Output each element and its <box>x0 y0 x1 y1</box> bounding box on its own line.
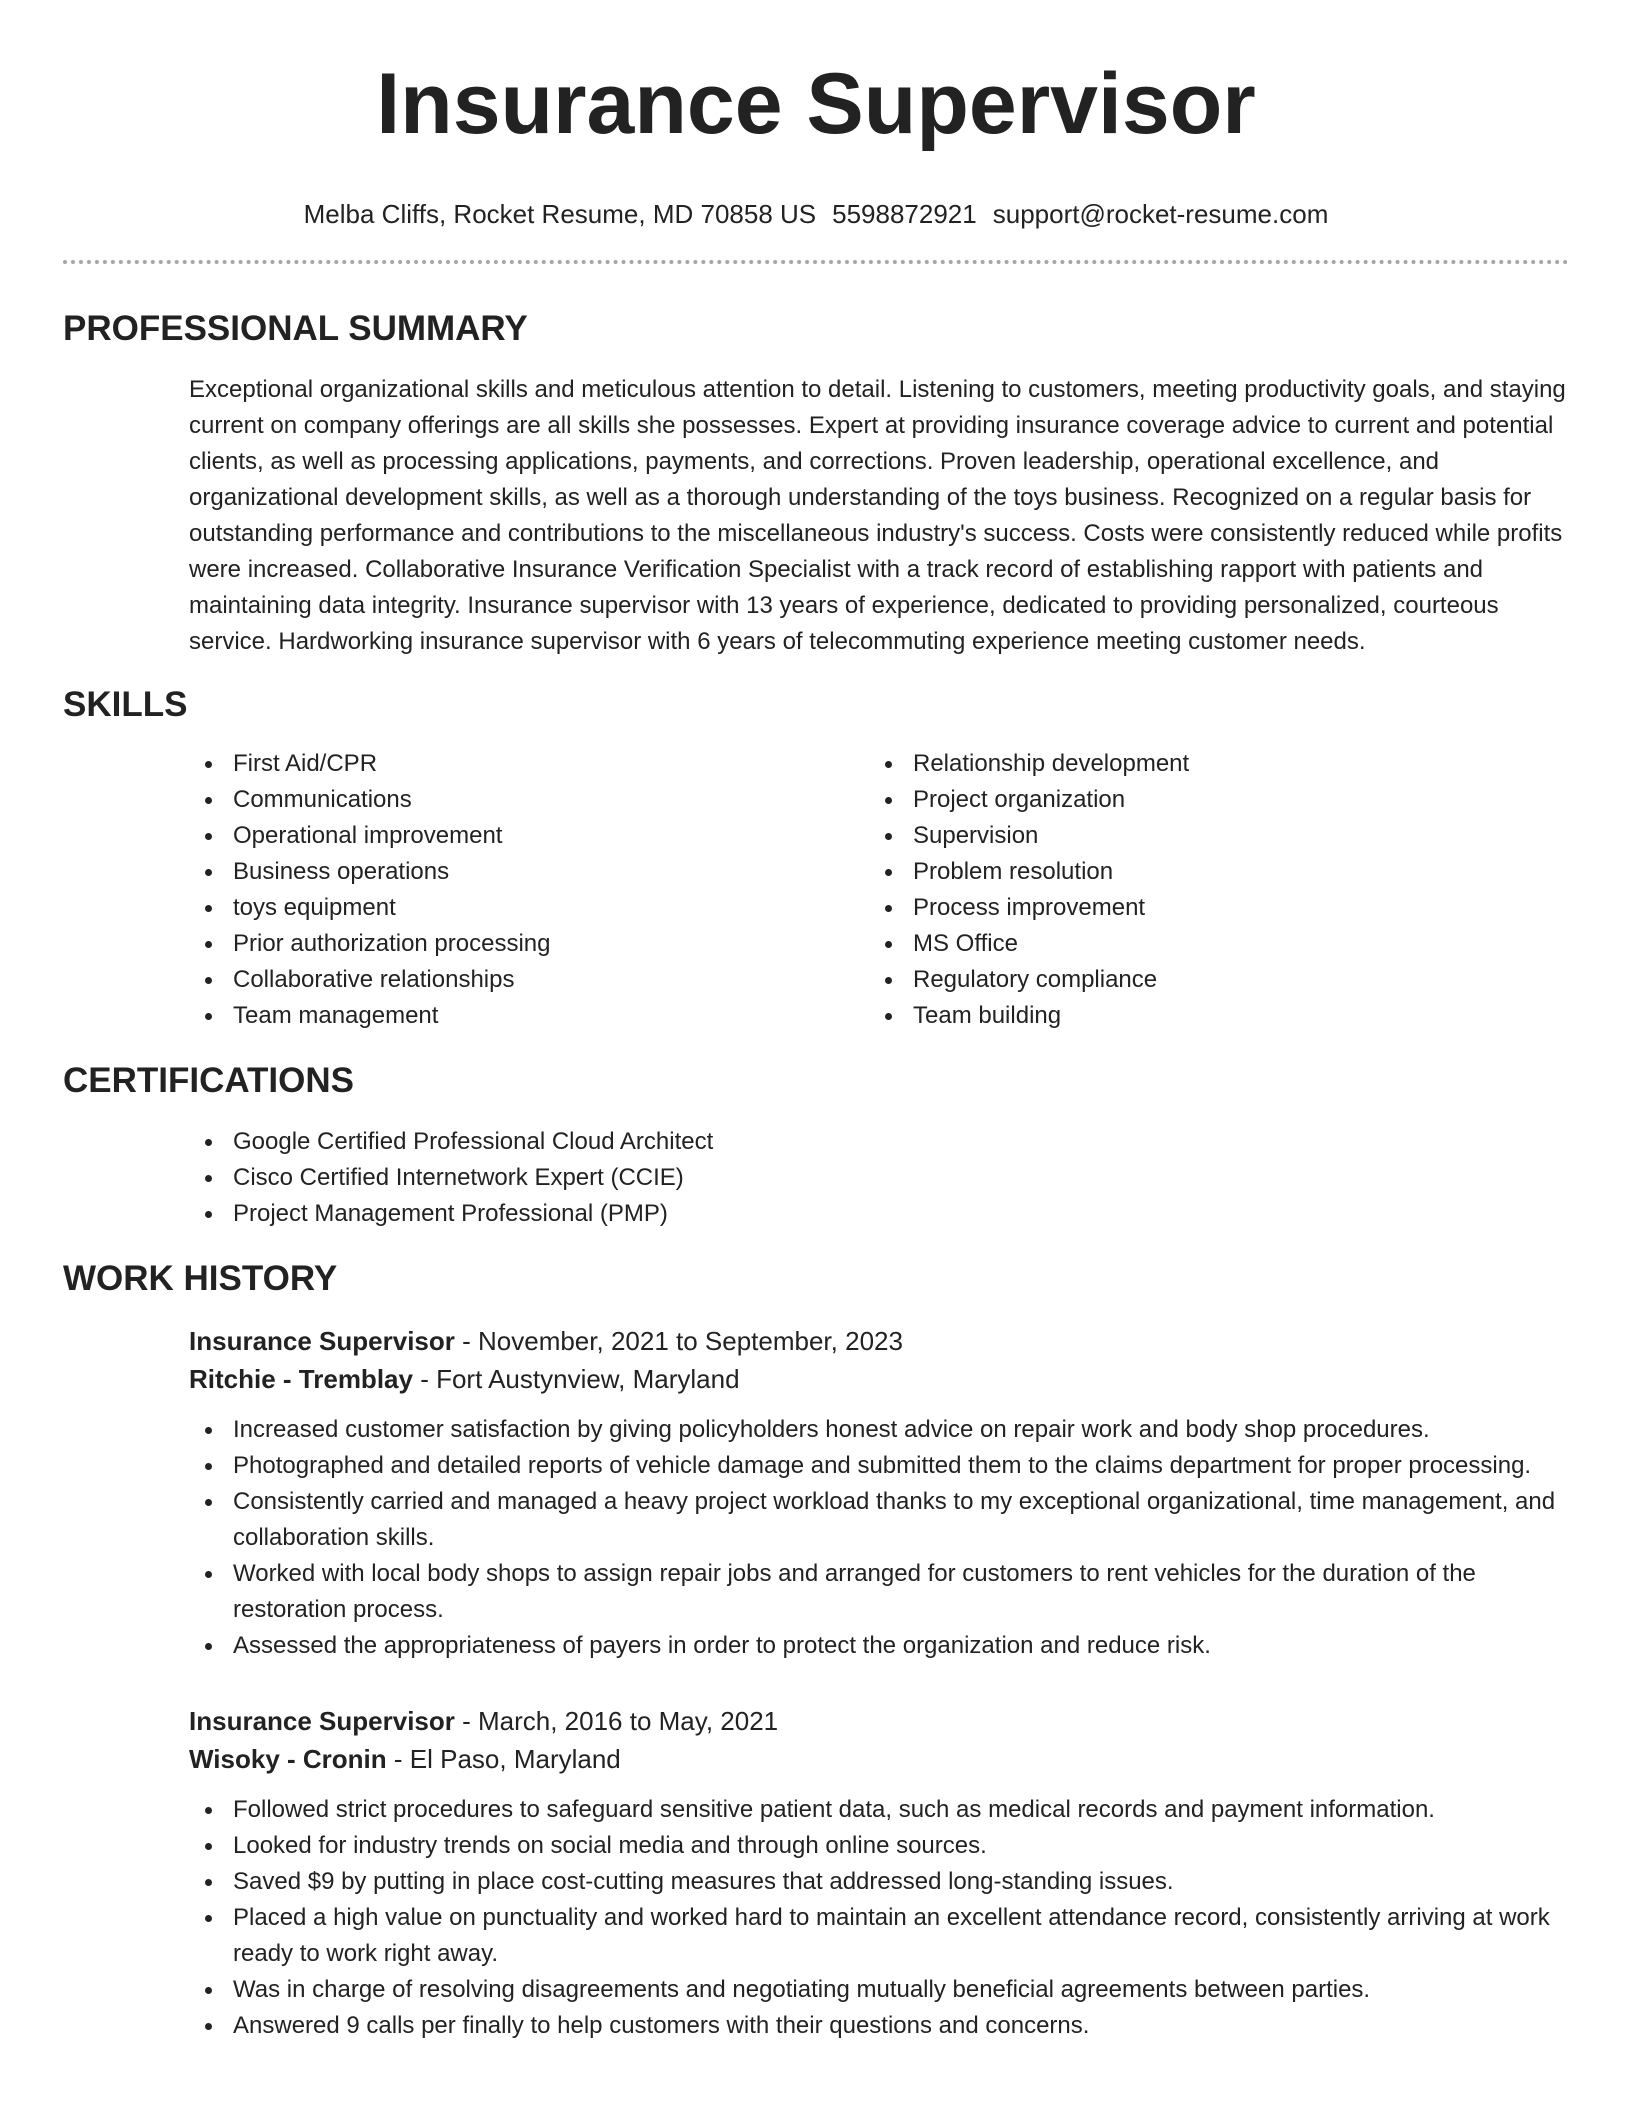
job-role: Insurance Supervisor <box>189 1706 455 1736</box>
job-company: Ritchie - Tremblay <box>189 1364 413 1394</box>
job-location: - El Paso, Maryland <box>386 1744 621 1774</box>
skill-item: MS Office <box>869 926 1549 962</box>
skill-item: Team management <box>189 998 869 1034</box>
certifications-heading: CERTIFICATIONS <box>63 1061 355 1100</box>
job-bullet: Followed strict procedures to safeguard sensitive patient data, such as medical records and payment information. <box>189 1792 1569 1828</box>
skill-item: Prior authorization processing <box>189 926 869 962</box>
summary-text: Exceptional organizational skills and meticulous attention to detail. Listening to customers, meeting productivity goals, and staying current on company offerings are all skills she possesses. Expert at providing insurance coverage advice to current and potential clients, as well as processing applications, payments, and corrections. Proven leadership, operational excellence, and organizational development skills, as well as a thorough understanding of the toys business. Recognized on a regular basis for outstanding performance and contributions to the miscellaneous industry's success. Costs were consistently reduced while profits were increased. Collaborative Insurance Verification Specialist with a track record of establishing rapport with patients and maintaining data integrity. Insurance supervisor with 13 years of experience, dedicated to providing personalized, courteous service. Hardworking insurance supervisor with 6 years of telecommuting experience meeting customer needs. <box>189 376 1566 655</box>
contact-phone: 5598872921 <box>832 199 977 229</box>
skill-item: Business operations <box>189 854 869 890</box>
skill-item: Problem resolution <box>869 854 1549 890</box>
job-role: Insurance Supervisor <box>189 1326 455 1356</box>
skill-item: Communications <box>189 782 869 818</box>
job-role-line <box>189 1702 1569 1740</box>
work-history-heading: WORK HISTORY <box>63 1259 338 1298</box>
job-bullet-list <box>189 1792 1569 2044</box>
contact-address: Melba Cliffs, Rocket Resume, MD 70858 US <box>303 199 817 229</box>
job-bullet: Worked with local body shops to assign repair jobs and arranged for customers to rent vehicles for the duration of the restoration process. <box>189 1556 1569 1628</box>
certification-item: Project Management Professional (PMP) <box>189 1196 1569 1232</box>
job-dates: - March, 2016 to May, 2021 <box>454 1706 779 1736</box>
skill-item: Project organization <box>869 782 1549 818</box>
skill-item: Collaborative relationships <box>189 962 869 998</box>
job-entry <box>189 1322 1569 1664</box>
job-company-line <box>189 1740 1569 1778</box>
job-bullet: Looked for industry trends on social media and through online sources. <box>189 1828 1569 1864</box>
skills-section <box>63 684 1569 1034</box>
job-bullet: Consistently carried and managed a heavy project workload thanks to my exceptional organizational, time management, and collaboration skills. <box>189 1484 1569 1556</box>
skills-heading: SKILLS <box>63 685 188 724</box>
summary-heading: PROFESSIONAL SUMMARY <box>63 309 528 348</box>
skill-item: Relationship development <box>869 746 1549 782</box>
skill-item: toys equipment <box>189 890 869 926</box>
job-bullet: Was in charge of resolving disagreements and negotiating mutually beneficial agreements between parties. <box>189 1972 1569 2008</box>
job-bullet: Photographed and detailed reports of vehicle damage and submitted them to the claims department for proper processing. <box>189 1448 1569 1484</box>
resume-title: Insurance Supervisor <box>376 56 1256 152</box>
job-dates: - November, 2021 to September, 2023 <box>454 1326 903 1356</box>
contact-email: support@rocket-resume.com <box>992 199 1329 229</box>
job-location: - Fort Austynview, Maryland <box>412 1364 740 1394</box>
skill-item: Supervision <box>869 818 1549 854</box>
job-bullet: Increased customer satisfaction by giving policyholders honest advice on repair work and body shop procedures. <box>189 1412 1569 1448</box>
certifications-section <box>63 1060 1569 1232</box>
skill-item: Team building <box>869 998 1549 1034</box>
job-company: Wisoky - Cronin <box>189 1744 387 1774</box>
skill-item: First Aid/CPR <box>189 746 869 782</box>
job-bullet-list <box>189 1412 1569 1664</box>
skills-columns <box>189 746 1569 1034</box>
job-company-line <box>189 1360 1569 1398</box>
work-history-section <box>63 1258 1569 2044</box>
certifications-list <box>189 1124 1569 1232</box>
job-role-line <box>189 1322 1569 1360</box>
skills-list-left <box>189 746 869 1034</box>
certification-item: Cisco Certified Internetwork Expert (CCIE) <box>189 1160 1569 1196</box>
skill-item: Operational improvement <box>189 818 869 854</box>
summary-section <box>63 308 1569 660</box>
job-bullet: Assessed the appropriateness of payers in order to protect the organization and reduce risk. <box>189 1628 1569 1664</box>
job-bullet: Saved $9 by putting in place cost-cutting measures that addressed long-standing issues. <box>189 1864 1569 1900</box>
contact-info <box>0 198 1632 230</box>
job-bullet: Placed a high value on punctuality and worked hard to maintain an excellent attendance record, consistently arriving at work ready to work right away. <box>189 1900 1569 1972</box>
job-bullet: Answered 9 calls per finally to help customers with their questions and concerns. <box>189 2008 1569 2044</box>
job-entry <box>189 1702 1569 2044</box>
header-divider <box>63 260 1569 264</box>
certification-item: Google Certified Professional Cloud Architect <box>189 1124 1569 1160</box>
skill-item: Process improvement <box>869 890 1549 926</box>
skill-item: Regulatory compliance <box>869 962 1549 998</box>
skills-list-right <box>869 746 1549 1034</box>
